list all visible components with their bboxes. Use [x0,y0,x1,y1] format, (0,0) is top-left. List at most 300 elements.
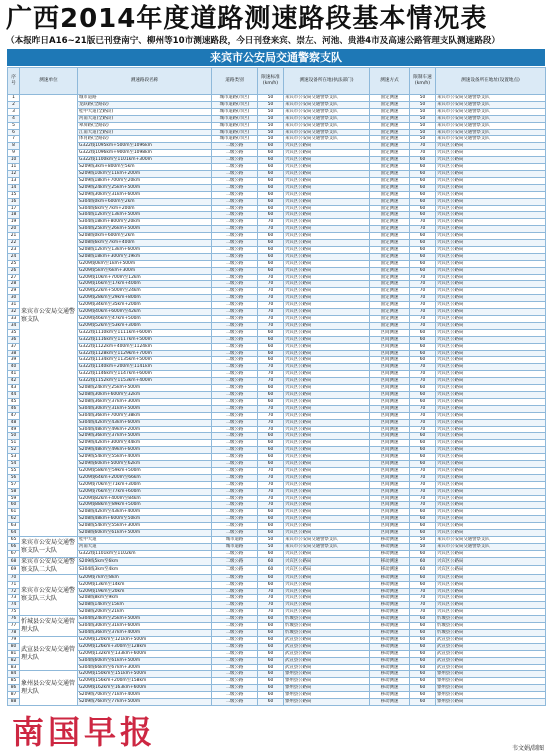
table-cell: 二级公路 [212,467,258,474]
table-cell: 二级公路 [212,150,258,157]
table-cell: 区间测速 [370,447,410,454]
table-cell: 兴宾区公路局 [284,226,370,233]
table-row [8,566,546,575]
table-cell: 移动测速 [370,685,410,692]
table-cell: 二级公路 [212,495,258,502]
table-cell: 兴宾区公路局 [436,198,546,205]
column-header: 测速设备所在地址(设置地点) [436,68,546,95]
table-cell: S304线30km至31km+600m [78,623,212,630]
table-cell: 固定测速 [370,115,410,122]
table-cell: 二级公路 [212,170,258,177]
table-cell: 80 [8,643,20,650]
table-row [8,281,546,288]
table-cell: 二级公路 [212,219,258,226]
table-cell: 移动测速 [370,636,410,643]
table-cell: 70 [258,467,284,474]
table-cell: 60 [258,212,284,219]
table-cell: S209线24km至25km+500m [78,184,212,191]
table-cell: 70 [258,495,284,502]
table-cell: 60 [410,343,436,350]
table-cell: 兴宾区公路局 [284,164,370,171]
table-cell: 兴宾区公路局 [436,309,546,316]
table-cell: 60 [258,357,284,364]
table-cell: 60 [258,692,284,699]
table-cell: G209线58km至59km+500m [78,467,212,474]
table-cell: 来宾市公安局交通警察支队 [284,101,370,108]
table-cell: G209线132km至133km+600m [78,650,212,657]
table-cell: 兴宾区公路局 [284,150,370,157]
table-row [8,523,546,530]
table-cell: G209线10km+700m至12km [78,274,212,281]
table-cell: 兴宾区公路局 [436,557,546,566]
table-cell: 固定测速 [370,233,410,240]
table-cell: 60 [410,574,436,581]
table-cell: 武宣县公路局 [436,636,546,643]
table-cell: 忻城县公路局 [436,629,546,636]
table-cell: 二级公路 [212,419,258,426]
table-cell: G209线156km+200m至158km [78,678,212,685]
table-cell: 忻城县公路局 [436,616,546,623]
table-cell: 兴宾区公路局 [284,516,370,523]
table-cell: 11 [8,164,20,171]
table-row [8,336,546,343]
table-cell: S208线42km至43km+400m [78,509,212,516]
table-cell: 兴宾区公路局 [436,260,546,267]
table-cell: 兴宾区公路局 [436,385,546,392]
table-cell: G322线1100km至1101km+300m [78,157,212,164]
table-cell: 88 [8,699,20,706]
table-cell: 60 [410,685,436,692]
table-cell: 77 [8,623,20,630]
table-row [8,184,546,191]
table-cell: 移动测速 [370,543,410,550]
column-header: 测速路段名称 [78,68,212,95]
table-cell: S304线25km至26km+500m [78,226,212,233]
table-cell: 70 [410,419,436,426]
table-cell: 二级公路 [212,309,258,316]
table-cell: 60 [410,671,436,678]
table-cell: 60 [410,329,436,336]
table-cell: 22 [8,240,20,247]
table-cell: 固定测速 [370,281,410,288]
table-cell: 76 [8,616,20,623]
table-cell: 来宾市公安局交通警察支队 [284,95,370,102]
table-cell: S208线20km至21km [78,609,212,616]
table-cell: 60 [410,692,436,699]
table-cell: 70 [410,281,436,288]
table-cell: 二级公路 [212,143,258,150]
table-cell: 区间测速 [370,350,410,357]
table-cell: 区间测速 [370,502,410,509]
table-cell: 固定测速 [370,101,410,108]
table-cell: 移动测速 [370,664,410,671]
table-cell: S208线24km至25km+500m [78,385,212,392]
table-cell: 翠屏路(全路段) [78,122,212,129]
table-cell: 60 [410,678,436,685]
table-cell: 36 [8,336,20,343]
table-cell: 70 [410,595,436,602]
table-cell: 61 [8,509,20,516]
table-cell: G209线64km+200m至66km [78,474,212,481]
table-cell: 83 [8,664,20,671]
table-cell: 50 [8,433,20,440]
table-cell: 兴宾区公路局 [284,233,370,240]
table-row [8,537,546,544]
table-cell: 兴宾区公路局 [436,281,546,288]
table-row [8,191,546,198]
table-cell: G209线16km至17km+400m [78,281,212,288]
table-cell: 二级公路 [212,274,258,281]
table-cell: 45 [8,398,20,405]
table-cell: 武宣县公路局 [436,657,546,664]
table-cell: 兴宾区公路局 [436,574,546,581]
table-cell: 兴宾区公路局 [284,191,370,198]
table-cell: 固定测速 [370,240,410,247]
table-cell: 60 [258,440,284,447]
table-cell: 忻城县公路局 [284,616,370,623]
table-cell: 60 [410,253,436,260]
table-cell: 60 [258,184,284,191]
table-cell: 兴宾区公路局 [284,557,370,566]
table-cell: 60 [410,357,436,364]
table-cell: 武宣县公路局 [436,664,546,671]
table-cell: 二级公路 [212,371,258,378]
table-cell: 河南大道(全路段) [78,115,212,122]
table-cell: 固定测速 [370,136,410,143]
table-cell: 兴宾区公路局 [436,143,546,150]
table-cell: 60 [410,616,436,623]
table-cell: 70 [410,322,436,329]
table-cell: 来宾市公安局交通警察支队 [436,95,546,102]
table-cell: 兴宾区公路局 [436,398,546,405]
table-cell: 70 [410,502,436,509]
table-cell: 35 [8,329,20,336]
table-cell: 二级公路 [212,350,258,357]
table-cell: 移动测速 [370,574,410,581]
table-cell: 27 [8,274,20,281]
table-cell: 移动测速 [370,609,410,616]
table-cell: 50 [410,101,436,108]
table-cell: 70 [258,426,284,433]
table-cell: 固定测速 [370,177,410,184]
table-cell: 二级公路 [212,405,258,412]
table-cell: 60 [410,391,436,398]
table-cell: 兴宾区公路局 [436,170,546,177]
table-cell: 来宾市公安局交通警察支队 [436,122,546,129]
table-cell: 二级公路 [212,602,258,609]
table-cell: 兴宾区公路局 [436,150,546,157]
table-cell: 60 [410,184,436,191]
table-cell: 二级公路 [212,530,258,537]
table-cell: S304线36km+700m至38km [78,412,212,419]
table-cell: 70 [410,588,436,595]
table-cell: 固定测速 [370,191,410,198]
table-cell: 桂中大道(全路段) [78,108,212,115]
table-cell: 60 [258,385,284,392]
table-cell: S209线76km至77km+500m [78,699,212,706]
table-cell: 兴宾区公路局 [284,357,370,364]
table-cell: 龙跃路(全路段) [78,101,212,108]
table-cell: 67 [8,550,20,557]
table-cell: 二级公路 [212,302,258,309]
table-cell: 70 [258,602,284,609]
table-cell: 二级公路 [212,198,258,205]
table-cell: 兴宾区公路局 [436,488,546,495]
table-cell: 二级公路 [212,502,258,509]
table-cell: 兴宾区公路局 [284,412,370,419]
table-cell: G322线1140km+200m至1141km [78,364,212,371]
table-cell: 65 [8,537,20,544]
table-cell: 60 [410,198,436,205]
table-cell: 43 [8,385,20,392]
table-cell: 二级公路 [212,481,258,488]
table-cell: 二级公路 [212,281,258,288]
table-row [8,502,546,509]
table-cell: 33 [8,316,20,323]
table-cell: 固定测速 [370,164,410,171]
table-cell: 兴宾区公路局 [284,219,370,226]
table-cell: 60 [258,550,284,557]
table-cell: 二级公路 [212,295,258,302]
table-cell: 60 [410,650,436,657]
table-cell: 60 [258,205,284,212]
table-cell: 60 [410,530,436,537]
table-cell: 固定测速 [370,309,410,316]
table-cell: S208线36km至37km+300m [78,398,212,405]
table-cell: 兴宾区公路局 [436,581,546,588]
table-cell: G209线88km至89km+500m [78,502,212,509]
table-cell: 兴宾区公路局 [436,595,546,602]
table-cell: 60 [258,447,284,454]
table-cell: 70 [258,226,284,233]
table-cell: 60 [410,212,436,219]
table-cell: 3 [8,108,20,115]
table-cell: G209线22km+500m至24km [78,288,212,295]
table-cell: 兴宾区公路局 [436,371,546,378]
table-cell: 兴宾区公路局 [284,288,370,295]
table-cell: 区间测速 [370,398,410,405]
table-cell: 40 [8,364,20,371]
table-cell: 兴宾区公路局 [436,588,546,595]
table-row [8,636,546,643]
table-cell: 移动测速 [370,692,410,699]
table-cell: G209线34km至35km+200m [78,302,212,309]
table-cell: 城市道路(市区) [212,95,258,102]
table-cell: 47 [8,412,20,419]
table-cell: 固定测速 [370,322,410,329]
table-cell: 60 [410,177,436,184]
table-cell: 兴宾区公路局 [284,302,370,309]
table-cell: 60 [258,629,284,636]
table-cell: 60 [258,233,284,240]
table-cell: 兴宾区公路局 [284,240,370,247]
table-cell: 70 [258,595,284,602]
table-row [8,350,546,357]
table-cell: 二级公路 [212,609,258,616]
table-cell: 60 [258,150,284,157]
table-cell: 兴宾区公路局 [436,274,546,281]
table-row [8,95,546,102]
table-cell: 39 [8,357,20,364]
table-cell: 兴宾区公路局 [436,467,546,474]
table-cell: 60 [8,502,20,509]
table-cell: 70 [410,219,436,226]
table-cell: 兴宾区公路局 [436,364,546,371]
table-row [8,481,546,488]
table-cell: 二级公路 [212,685,258,692]
table-row [8,495,546,502]
table-cell: 区间测速 [370,391,410,398]
table-cell: 兴宾区公路局 [436,609,546,616]
table-cell: 武宣县公路局 [284,657,370,664]
table-cell: 兴宾区公路局 [284,253,370,260]
table-cell: 桂中大道 [78,537,212,544]
table-cell: 兴宾区公路局 [436,226,546,233]
table-cell: 10 [8,157,20,164]
table-cell: 50 [410,543,436,550]
table-cell: 兴宾区公路局 [284,350,370,357]
table-cell: 兴宾区公路局 [436,205,546,212]
table-cell: 34 [8,322,20,329]
table-cell: 70 [410,488,436,495]
table-cell: 二级公路 [212,260,258,267]
table-cell: 兴宾区公路局 [284,170,370,177]
table-cell: S209线70km至71km+400m [78,692,212,699]
table-cell: 固定测速 [370,205,410,212]
table-cell: 70 [8,574,20,581]
table-cell: 二级公路 [212,433,258,440]
table-cell: 44 [8,391,20,398]
table-cell: 二级公路 [212,357,258,364]
table-cell: 固定测速 [370,122,410,129]
table-cell: 来宾市公安局交通警察支队 [436,543,546,550]
table-cell: S304线48km至49km+200m [78,426,212,433]
table-cell: 河南大道 [78,543,212,550]
table-cell: 二级公路 [212,616,258,623]
table-cell: S304线24km至25km+500m [78,616,212,623]
table-cell: 兴宾区公路局 [436,316,546,323]
table-cell: G209线76km至77km+600m [78,488,212,495]
table-cell: S304线30km至31km+500m [78,405,212,412]
table-row [8,685,546,692]
table-cell: 兴宾区公路局 [436,461,546,468]
table-cell: G322线1152km至1153km+400m [78,378,212,385]
table-cell: 50 [258,95,284,102]
table-cell: 70 [258,371,284,378]
table-cell: 70 [258,488,284,495]
table-cell: 60 [410,191,436,198]
table-cell: S209线48km至49km+600m [78,447,212,454]
table-cell: 2 [8,101,20,108]
table-cell: 固定测速 [370,95,410,102]
table-cell: 兴宾区公路局 [436,219,546,226]
table-cell: 兴宾区公路局 [284,177,370,184]
table-cell: 60 [258,650,284,657]
table-row [8,246,546,253]
table-cell: 武宣县公路局 [436,643,546,650]
table-cell: 兴宾区公路局 [284,523,370,530]
table-cell: 兴宾区公路局 [284,566,370,575]
table-cell: 兴宾区公路局 [284,595,370,602]
table-cell: 二级公路 [212,657,258,664]
table-cell: S209线30km至31km+600m [78,191,212,198]
table-cell: 30 [8,295,20,302]
table-row [8,461,546,468]
table-cell: 兴宾区公路局 [436,495,546,502]
table-cell: 兴宾区公路局 [284,461,370,468]
table-cell: 二级公路 [212,184,258,191]
table-cell: 59 [8,495,20,502]
table-cell: 70 [258,302,284,309]
table-cell: 移动测速 [370,678,410,685]
table-cell: 象州县公路局 [436,692,546,699]
table-cell: 70 [410,412,436,419]
table-cell: 忻城县公路局 [284,623,370,630]
table-cell: 60 [258,699,284,706]
table-row [8,550,546,557]
table-cell: 70 [258,405,284,412]
table-cell: 60 [258,623,284,630]
table-cell: 兴宾区公路局 [284,281,370,288]
table-cell: 二级公路 [212,629,258,636]
source-credit: 韦文娟/制图 [511,745,544,752]
table-cell: 60 [410,636,436,643]
table-cell: 区间测速 [370,530,410,537]
table-cell: 60 [410,260,436,267]
table-cell: 区间测速 [370,488,410,495]
newspaper-logo: 南国早报 [12,713,157,751]
table-cell: 二级公路 [212,288,258,295]
table-cell: 55 [8,467,20,474]
table-cell: 二级公路 [212,253,258,260]
table-cell: 兴宾区公路局 [284,581,370,588]
table-cell: 二级公路 [212,378,258,385]
column-header: 道路类别 [212,68,258,95]
table-cell: 71 [8,581,20,588]
table-row [8,643,546,650]
table-cell: 象州县公路局 [284,685,370,692]
table-body [8,95,546,706]
table-cell: 兴宾区公路局 [436,322,546,329]
table-cell: 38 [8,350,20,357]
table-cell: 移动测速 [370,581,410,588]
table-cell: 18 [8,212,20,219]
table-cell: 60 [258,350,284,357]
table-cell: 兴宾区公路局 [436,419,546,426]
table-cell: 78 [8,629,20,636]
table-cell: 48 [8,419,20,426]
table-cell: 兴宾区公路局 [436,184,546,191]
table-cell: 区间测速 [370,481,410,488]
speed-table [7,67,546,706]
table-cell: 60 [258,336,284,343]
table-cell: 兴宾区公路局 [284,309,370,316]
table-cell: 来宾市公安局交通警察支队 [436,101,546,108]
table-row [8,509,546,516]
table-row [8,267,546,274]
table-cell: 固定测速 [370,316,410,323]
table-row [8,657,546,664]
table-cell: 60 [410,205,436,212]
table-cell: 二级公路 [212,595,258,602]
table-cell: 移动测速 [370,537,410,544]
column-header: 限制车速(km/h) [410,68,436,95]
table-cell: 60 [258,170,284,177]
table-cell: 12 [8,170,20,177]
table-cell: 4 [8,115,20,122]
table-cell: 29 [8,288,20,295]
table-cell: 70 [410,405,436,412]
